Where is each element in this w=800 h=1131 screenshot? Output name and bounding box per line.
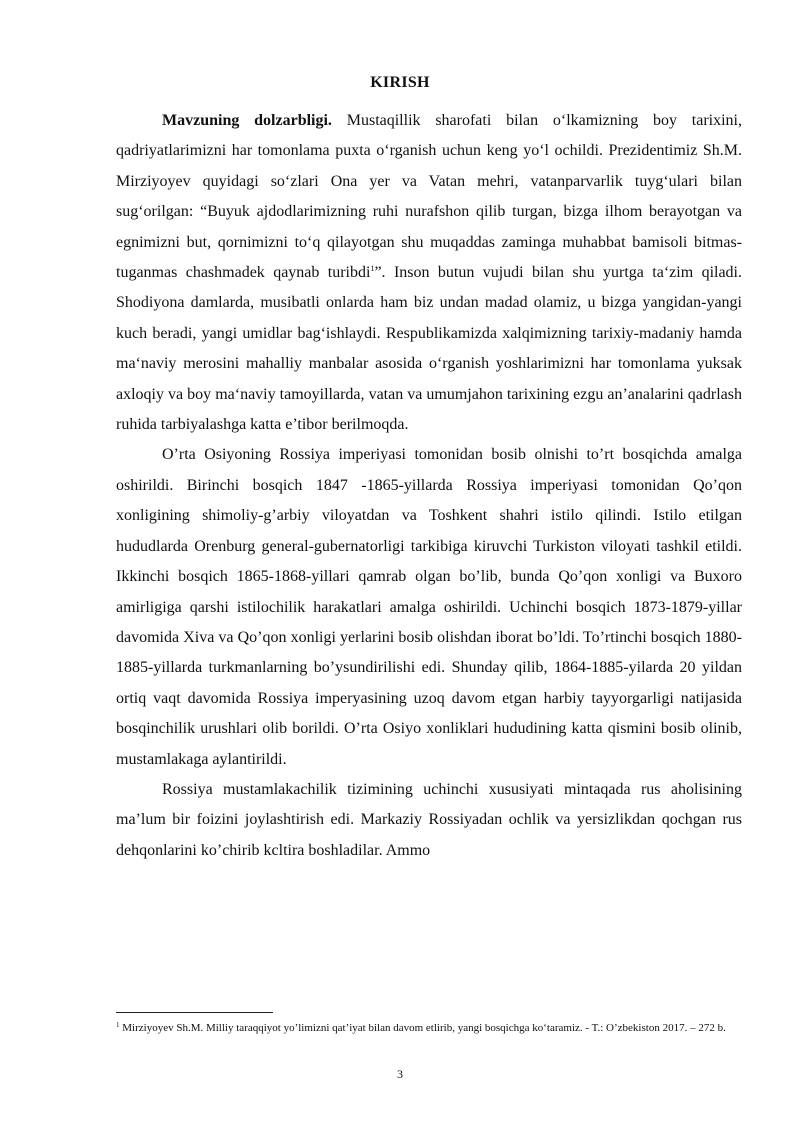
paragraph-conquest: O’rta Osiyoning Rossiya imperiyasi tomonidan bosib olnishi to’rt bosqichda amalga oshirildi. Birinchi bosqich 1847 -1865-yillarda Rossiya imperiyasi tomonidan Qo’qon xonligining shimoliy-g’arbiy viloyatdan va Toshkent shahri istilo qilindi. Istilo etilgan hududlarda Orenburg general-gubernatorligi tarkibiga kiruvchi Turkiston viloyati tashkil etildi. Ikkinchi bosqich 1865-1868-yillari qamrab olgan bo’lib, bunda Qo’qon xonligi va Buxoro amirligiga qarshi istilochilik harakatlari amalga oshirildi. Uchinchi bosqich 1873-1879-yillar davomida Xiva va Qo’qon xonligi yerlarini bosib olishdan iborat bo’ldi. To’rtinchi bosqich 1880-1885-yillarda turkmanlarning bo’ysundirilishi edi. Shunday qilib, 1864-1885-yilarda 20 yildan ortiq vaqt davomida Rossiya imperyasining uzoq davom etgan harbiy tayyorgarligi natijasida bosqinchilik urushlari olib borildi. O’rta Osiyo xonliklari hududining katta qismini bosib olinib, mustamlakaga aylantirildi. xyxy=(116,446,742,768)
footnote-divider xyxy=(116,1012,273,1013)
paragraph-colonial-system: Rossiya mustamlakachilik tizimining uchinchi xususiyati mintaqada rus aholisining ma’lum bir foizini joylashtirish edi. Markaziy Rossiyadan ochlik va yersizlikdan qochgan rus dehqonlarini ko’chirib kcltira boshladilar. Ammo xyxy=(116,780,742,859)
paragraph-lead: Mavzuning dolzarbligi. xyxy=(162,112,332,129)
footnote-text: Mirziyoyev Sh.M. Milliy taraqqiyot yo’limizni qat’iyat bilan davom etlirib, yangi bosqichga ko‘taramiz. - T.: O’zbekiston 2017. – 272 b. xyxy=(119,1022,726,1034)
footnote xyxy=(116,1020,742,1036)
footnote-mark: 1 xyxy=(116,1021,120,1029)
paragraph-relevance xyxy=(116,106,742,440)
main-text xyxy=(116,106,742,866)
page-number: 3 xyxy=(397,1067,403,1081)
section-heading: KIRISH xyxy=(370,74,430,91)
paragraph-text: Mustaqillik sharofati bilan o‘lkamizning boy tarixini, qadriyatlarimizni har tomonlama puxta o‘rganish uchun keng yo‘l ochildi. Prezidentimiz Sh.M. Mirziyoyev quyidagi so‘zlari Ona yer va Vatan mehri, vatanparvarlik tuyg‘ulari bilan sug‘orilgan: “Buyuk ajdodlarimizning ruhi nurafshon qilib turgan, bizga ilhom berayotgan va egnimizni but, qornimizni to‘q qilayotgan shu muqaddas zaminga muhabbat bamisoli bitmas-tuganmas chashmadek qaynab turibdi xyxy=(116,112,743,282)
paragraph-text-continued: ”. Inson butun vujudi bilan shu yurtga ta‘zim qiladi. Shodiyona damlarda, musibatli onlarda ham biz undan madad olamiz, u bizga yangidan-yangi kuch beradi, yangi umidlar bag‘ishlaydi. Respublikamizda xalqimizning tarixiy-madaniy hamda ma‘naviy merosini mahalliy manbalar asosida o‘rganish yoshlarimizni har tomonlama yuksak axloqiy va boy ma‘naviy tamoyillarda, vatan va umumjahon tarixining ezgu an’analarini qadrlash ruhida tarbiyalashga katta e’tibor berilmoqda. xyxy=(116,264,743,434)
footnote-reference[interactable]: 1 xyxy=(370,264,375,274)
